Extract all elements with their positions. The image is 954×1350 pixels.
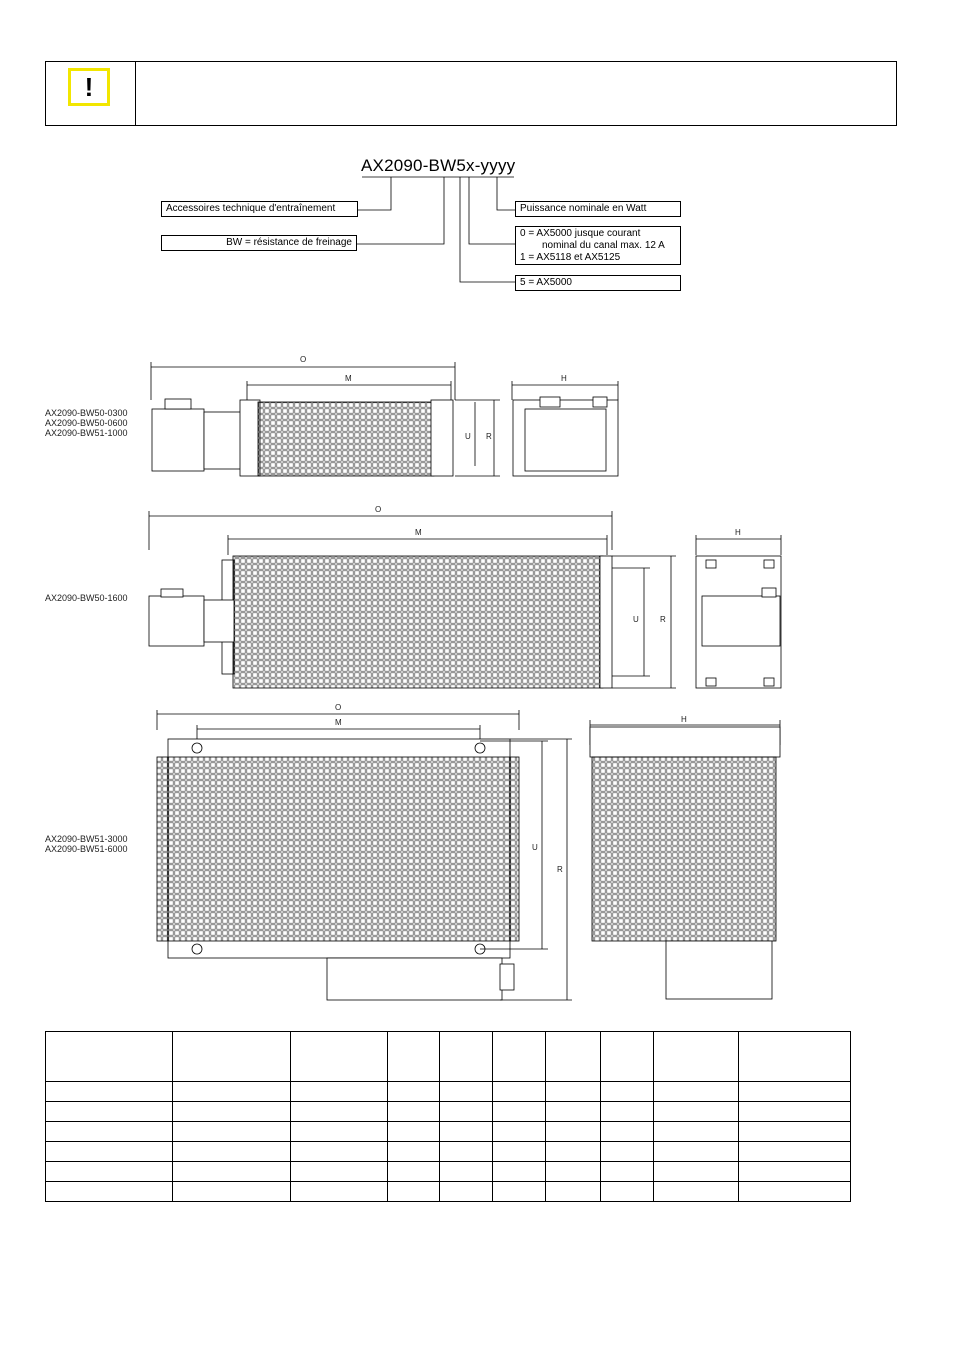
drawing-group3 [157, 710, 780, 1000]
variant-0: 0 = AX5000 jusque courant [520, 228, 641, 239]
table-row [46, 1082, 851, 1102]
table-header-row [46, 1032, 851, 1082]
table-row [46, 1102, 851, 1122]
model-label: AX2090-BW50-1600 [45, 593, 128, 603]
dim-M: M [415, 528, 422, 537]
dim-R: R [557, 865, 563, 874]
label-series: 5 = AX5000 [515, 275, 681, 291]
label-power: Puissance nominale en Watt [515, 201, 681, 217]
table-row [46, 1182, 851, 1202]
dim-R: R [660, 615, 666, 624]
type-code-title: AX2090-BW5x-yyyy [361, 156, 516, 175]
warning-symbol: ! [84, 71, 94, 102]
dim-M: M [335, 718, 342, 727]
dim-M: M [345, 374, 352, 383]
group3-labels [45, 834, 128, 854]
variant-0b: nominal du canal max. 12 A [542, 240, 665, 251]
label-bw: BW = résistance de freinage [161, 235, 357, 251]
label-variant [515, 226, 681, 265]
model-label: AX2090-BW51-3000 [45, 834, 128, 844]
drawing-group2 [149, 511, 781, 688]
dim-R: R [486, 432, 492, 441]
spec-table [45, 1031, 851, 1202]
model-label: AX2090-BW51-1000 [45, 428, 128, 438]
model-label: AX2090-BW50-0300 [45, 408, 128, 418]
table-row [46, 1162, 851, 1182]
drawing-group1 [151, 362, 618, 476]
table-row [46, 1122, 851, 1142]
dim-H: H [681, 715, 687, 724]
type-code-leaders [357, 177, 515, 282]
table-row [46, 1142, 851, 1162]
dim-H: H [735, 528, 741, 537]
dim-U: U [532, 843, 538, 852]
group1-labels [45, 408, 128, 438]
model-label: AX2090-BW51-6000 [45, 844, 128, 854]
dim-O: O [335, 703, 342, 712]
dim-O: O [375, 505, 382, 514]
dim-U: U [633, 615, 639, 624]
group2-labels [45, 593, 128, 603]
label-accessory: Accessoires technique d'entraînement [161, 201, 358, 217]
dim-O: O [300, 355, 307, 364]
dim-H: H [561, 374, 567, 383]
variant-1: 1 = AX5118 et AX5125 [520, 252, 621, 263]
model-label: AX2090-BW50-0600 [45, 418, 128, 428]
dim-U: U [465, 432, 471, 441]
